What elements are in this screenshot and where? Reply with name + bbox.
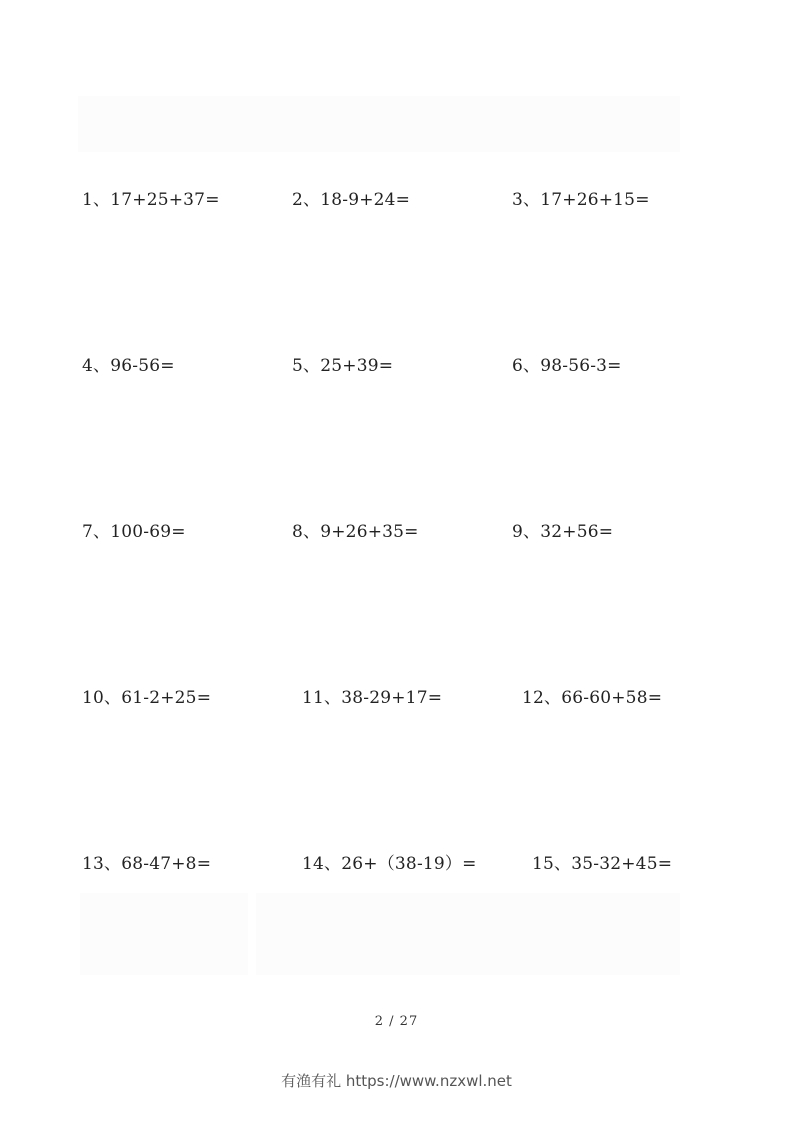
- page-number: 2 / 27: [374, 1014, 419, 1029]
- problem-11: 11、38-29+17=: [302, 688, 443, 708]
- problem-6: 6、98-56-3=: [512, 356, 622, 376]
- problem-14: 14、26+（38-19）=: [302, 854, 477, 874]
- problem-10: 10、61-2+25=: [82, 688, 212, 708]
- scan-artifact-bottom-right: [256, 893, 680, 975]
- problem-2: 2、18-9+24=: [292, 190, 411, 210]
- problem-12: 12、66-60+58=: [522, 688, 663, 708]
- problem-1: 1、17+25+37=: [82, 190, 220, 210]
- problem-9: 9、32+56=: [512, 522, 614, 542]
- problem-13: 13、68-47+8=: [82, 854, 212, 874]
- scan-artifact-top: [78, 96, 680, 152]
- problem-4: 4、96-56=: [82, 356, 175, 376]
- problem-3: 3、17+26+15=: [512, 190, 650, 210]
- watermark-text: 有渔有礼 https://www.nzxwl.net: [281, 1072, 512, 1090]
- problem-15: 15、35-32+45=: [532, 854, 673, 874]
- problem-8: 8、9+26+35=: [292, 522, 419, 542]
- scan-artifact-bottom-left: [80, 893, 248, 975]
- problem-7: 7、100-69=: [82, 522, 186, 542]
- problem-5: 5、25+39=: [292, 356, 394, 376]
